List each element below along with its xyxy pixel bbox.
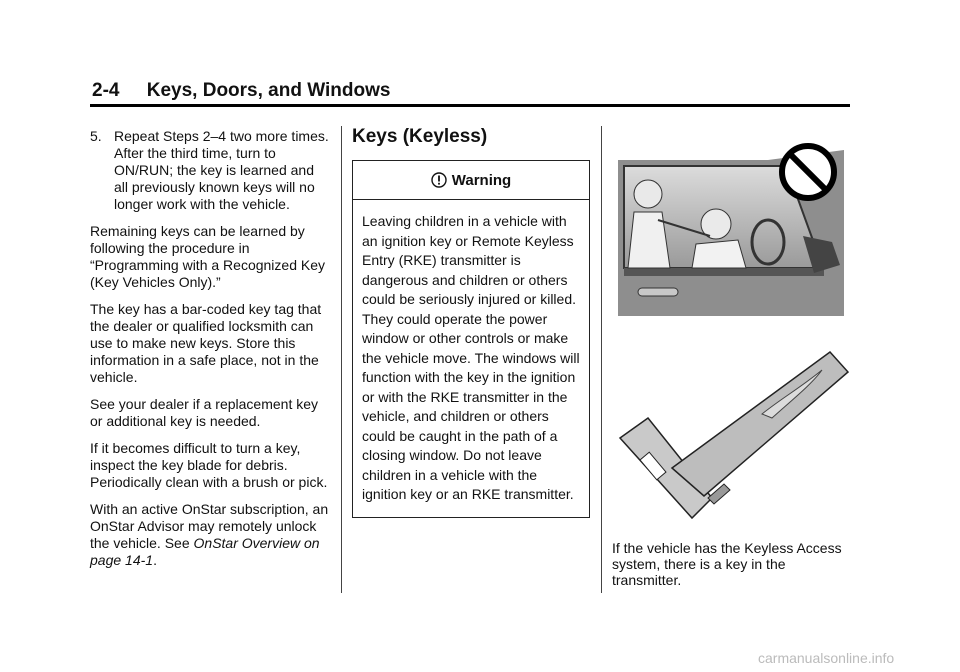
onstar-end: . [153,552,157,568]
column-divider-right [601,126,602,593]
page-number: 2-4 [92,80,120,101]
step-text: Repeat Steps 2–4 two more times. After the third time, turn to ON/RUN; the key is learned and all previously known keys will no longer work with the vehicle. [114,128,329,212]
onstar-text: With an active OnStar subscription, an OnStar Advisor may remotely unlock the vehicle. See [90,501,329,551]
keys-keyless-heading: Keys (Keyless) [352,126,488,147]
watermark: carmanualsonline.info [758,650,895,666]
paragraph-replacement: See your dealer if a replacement key or additional key is needed. [90,396,319,429]
page-header [92,80,390,102]
key-blade-illustration [612,348,852,528]
warning-icon [431,172,447,188]
onstar-link[interactable]: OnStar Overview on page 14-1 [90,535,320,568]
warning-box [352,160,590,518]
paragraph-clean-key: If it becomes difficult to turn a key, inspect the key blade for debris. Periodically clean with a brush or pick. [90,440,328,490]
left-column [90,128,330,579]
warning-header [353,161,589,200]
middle-column [352,126,592,518]
warning-title: Warning [451,171,512,189]
header-rule [90,104,850,107]
step-number: 5. [90,128,102,144]
warning-text: Leaving children in a vehicle with an ignition key or Remote Keyless Entry (RKE) transmitter is dangerous and children or others could be seriously injured or killed. They could operate the power window or other controls or make the vehicle move. The windows will function with the key in the ignition or with the RKE transmitter in the vehicle, and children or others could be caught in the path of a closing window. Do not leave children in a vehicle with the ignition key or an RKE transmitter. [362,213,580,502]
column-divider-left [341,126,342,593]
paragraph-remaining-keys: Remaining keys can be learned by following the procedure in “Programming with a Recognized Key (Key Vehicles Only).” [90,223,325,290]
keyless-caption: If the vehicle has the Keyless Access system, there is a key in the transmitter. [612,540,842,588]
paragraph-onstar [90,501,330,569]
step-5 [90,128,330,213]
section-title: Keys, Doors, and Windows [146,80,391,101]
children-in-car-illustration [618,140,844,316]
paragraph-key-tag: The key has a bar-coded key tag that the dealer or qualified locksmith can use to make new keys. Store this information in a safe place, not in the vehicle. [90,301,322,385]
